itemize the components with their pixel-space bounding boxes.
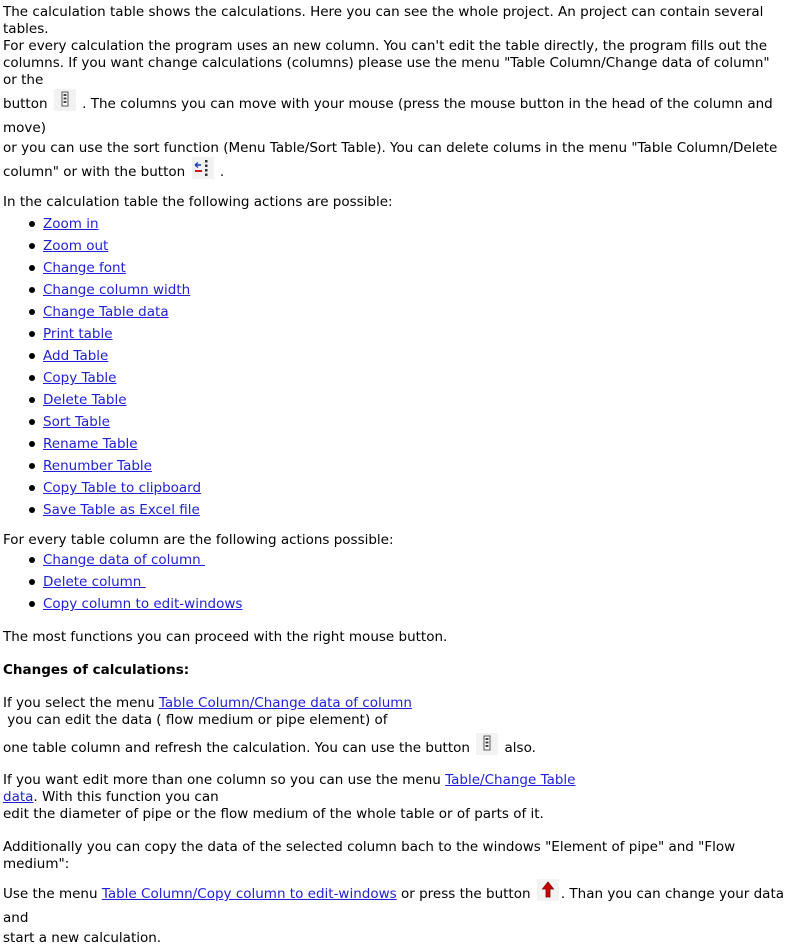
link-delete-table[interactable]: Delete Table: [43, 392, 127, 408]
column-edit-icon: [54, 89, 76, 111]
changes-p4-line-2: start a new calculation.: [3, 930, 162, 946]
list-item: [43, 257, 786, 279]
list-item: [43, 477, 786, 499]
changes-p4-text-b: or press the button: [396, 886, 531, 902]
changes-p4-text-c: . Than you can change your data and: [3, 886, 785, 926]
list-item: [43, 213, 786, 235]
intro-line-2: For every calculation the program uses an new column. You can't edit the table directly, the program fills out the: [3, 38, 768, 54]
link-change-font[interactable]: Change font: [43, 260, 126, 276]
link-zoom-out[interactable]: Zoom out: [43, 238, 109, 254]
link-table-change-table-data[interactable]: Table/Change Table data: [3, 772, 576, 805]
changes-p1-text-d: also.: [504, 740, 536, 756]
table-actions-list: [3, 213, 786, 521]
changes-p2-text-a: If you want edit more than one column so you can use the menu: [3, 772, 446, 788]
link-print-table[interactable]: Print table: [43, 326, 113, 342]
link-delete-column[interactable]: Delete column: [43, 574, 146, 590]
intro-line-4-end: . The columns you can move with your mouse (press the mouse button in the head of the column and move): [3, 96, 773, 136]
changes-heading: Changes of calculations:: [3, 662, 190, 678]
changes-paragraph-4: [3, 879, 786, 947]
list-item: [43, 345, 786, 367]
changes-paragraph-2: [3, 772, 786, 823]
list-item: [43, 323, 786, 345]
column-actions-list: [3, 549, 786, 615]
list-item: [43, 433, 786, 455]
link-copy-table-clipboard[interactable]: Copy Table to clipboard: [43, 480, 202, 496]
link-change-table-data[interactable]: Change Table data: [43, 304, 169, 320]
link-change-column-width[interactable]: Change column width: [43, 282, 191, 298]
list-item: [43, 301, 786, 323]
changes-p2-line-1: [3, 772, 786, 806]
changes-p1-line-2: [3, 733, 786, 760]
column-actions-heading: For every table column are the following actions possible:: [3, 532, 394, 548]
link-change-data-of-column[interactable]: Change data of column: [43, 552, 205, 568]
list-item: [43, 235, 786, 257]
list-item: [43, 367, 786, 389]
intro-line-6-end: .: [219, 164, 225, 180]
changes-p1-text-b: you can edit the data ( flow medium or pipe element) of: [3, 712, 388, 728]
changes-p4-line-1: [3, 879, 786, 930]
link-table-column-change-data[interactable]: Table Column/Change data of column: [158, 695, 412, 711]
intro-line-3: columns. If you want change calculations (columns) please use the menu "Table Column/Change data of column" or the: [3, 55, 770, 88]
changes-p1-text-a: If you select the menu: [3, 695, 159, 711]
changes-paragraph-1: [3, 695, 786, 760]
link-rename-table[interactable]: Rename Table: [43, 436, 138, 452]
changes-p1-line-1: [3, 695, 786, 729]
changes-p1-text-c: one table column and refresh the calculation. You can use the button: [3, 740, 470, 756]
list-item: [43, 411, 786, 433]
changes-p2-line-2: edit the diameter of pipe or the flow medium of the whole table or of parts of it.: [3, 806, 544, 822]
intro-line-4: [3, 89, 786, 140]
list-item: [43, 389, 786, 411]
changes-paragraph-3: Additionally you can copy the data of the selected column bach to the windows "Element of pipe" and "Flow medium":: [3, 839, 736, 872]
intro-line-1: The calculation table shows the calculations. Here you can see the whole project. An project can contain several tables.: [3, 4, 764, 37]
intro-line-4-start: button: [3, 96, 48, 112]
table-actions-heading: In the calculation table the following actions are possible:: [3, 194, 393, 210]
right-mouse-note: The most functions you can proceed with the right mouse button.: [3, 629, 448, 645]
list-item: [43, 279, 786, 301]
copy-column-arrow-icon: [537, 879, 559, 901]
column-edit-icon: [476, 733, 498, 755]
intro-line-6: [3, 157, 786, 184]
intro-paragraph: [3, 4, 786, 184]
changes-p4-text-a: Use the menu: [3, 886, 102, 902]
list-item: [43, 499, 786, 521]
link-add-table[interactable]: Add Table: [43, 348, 109, 364]
list-item: [43, 593, 786, 615]
intro-line-6-start: column" or with the button: [3, 164, 186, 180]
link-copy-table[interactable]: Copy Table: [43, 370, 117, 386]
intro-line-5: or you can use the sort function (Menu Table/Sort Table). You can delete colums in the menu "Table Column/Delete: [3, 140, 778, 156]
link-renumber-table[interactable]: Renumber Table: [43, 458, 152, 474]
link-table-column-copy-column[interactable]: Table Column/Copy column to edit-windows: [101, 886, 397, 902]
list-item: [43, 571, 786, 593]
link-zoom-in[interactable]: Zoom in: [43, 216, 99, 232]
delete-column-icon: [192, 157, 214, 179]
changes-p2-text-b: . With this function you can: [33, 789, 219, 805]
list-item: [43, 549, 786, 571]
link-sort-table[interactable]: Sort Table: [43, 414, 110, 430]
link-save-table-excel[interactable]: Save Table as Excel file: [43, 502, 200, 518]
list-item: [43, 455, 786, 477]
link-copy-column-edit-windows[interactable]: Copy column to edit-windows: [43, 596, 243, 612]
